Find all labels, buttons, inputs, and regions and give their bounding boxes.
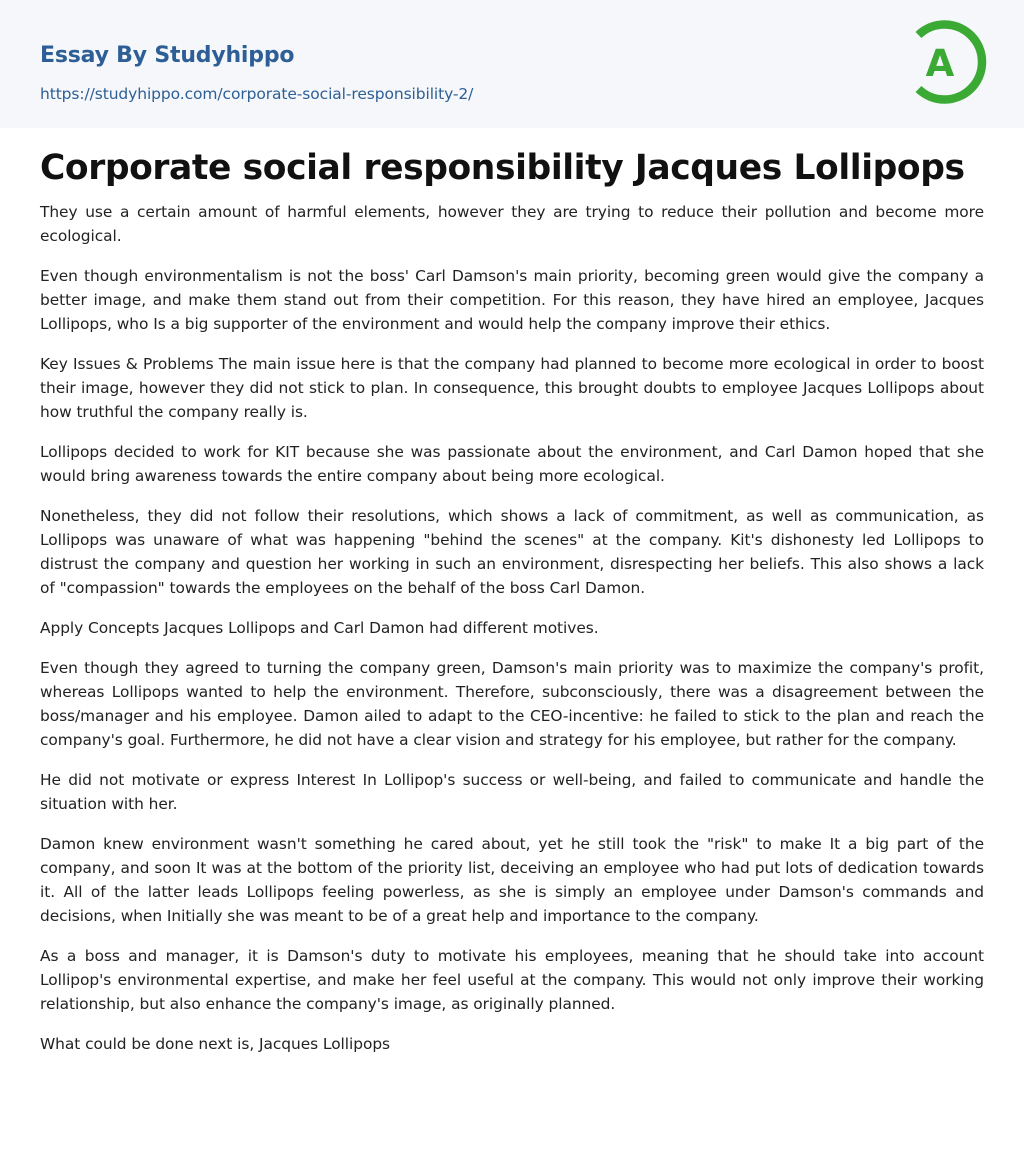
essay-paragraph-1: They use a certain amount of harmful elements, however they are trying to reduce their pollution and become more ecological. [40,203,984,245]
studyhippo-logo-icon[interactable] [910,18,988,106]
essay-paragraph-3: Key Issues & Problems The main issue here is that the company had planned to become more ecological in order to boost their image, however they did not stick to plan. In consequence, this brought doubts to employee Jacques Lollipops about how truthful the company really is. [40,355,984,421]
site-brand[interactable]: Essay By Studyhippo [40,43,295,68]
essay-paragraph-7: Even though they agreed to turning the company green, Damson's main priority was to maximize the company's profit, whereas Lollipops wanted to help the environment. Therefore, subconsciously, there was a disagreement between the boss/manager and his employee. Damon ailed to adapt to the CEO-incentive: he failed to stick to the plan and reach the company's goal. Furthermore, he did not have a clear vision and strategy for his employee, but rather for the company. [40,659,984,749]
essay-paragraph-8: He did not motivate or express Interest In Lollipop's success or well-being, and failed to communicate and handle the situation with her. [40,771,984,813]
essay-paragraph-11: What could be done next is, Jacques Lollipops [40,1035,391,1053]
essay-paragraph-9: Damon knew environment wasn't something he cared about, yet he still took the "risk" to make It a big part of the company, and soon It was at the bottom of the priority list, deceiving an employee who had put lots of dedication towards it. All of the latter leads Lollipops feeling powerless, as she is simply an employee under Damson's commands and decisions, when Initially she was meant to be of a great help and importance to the company. [40,835,984,925]
essay-paragraph-10: As a boss and manager, it is Damson's duty to motivate his employees, meaning that he should take into account Lollipop's environmental expertise, and make her feel useful at the company. This would not only improve their working relationship, but also enhance the company's image, as originally planned. [40,947,984,1013]
site-header [0,0,1024,128]
logo-letter: A [925,42,955,85]
essay-paragraph-4: Lollipops decided to work for KIT because she was passionate about the environment, and Carl Damon hoped that she would bring awareness towards the entire company about being more ecological. [40,443,984,485]
essay-title: Corporate social responsibility Jacques Lollipops [40,148,965,188]
essay-paragraph-5: Nonetheless, they did not follow their resolutions, which shows a lack of commitment, as well as communication, as Lollipops was unaware of what was happening "behind the scenes" at the company. Kit's dishonesty led Lollipops to distrust the company and question her working in such an environment, disrespecting her beliefs. This also shows a lack of "compassion" towards the employees on the behalf of the boss Carl Damon. [40,507,984,597]
source-url-link[interactable]: https://studyhippo.com/corporate-social-responsibility-2/ [40,85,474,103]
essay-paragraph-2: Even though environmentalism is not the boss' Carl Damson's main priority, becoming green would give the company a better image, and make them stand out from their competition. For this reason, they have hired an employee, Jacques Lollipops, who Is a big supporter of the environment and would help the company improve their ethics. [40,267,984,333]
essay-body [40,200,984,1072]
essay-paragraph-6: Apply Concepts Jacques Lollipops and Carl Damon had different motives. [40,619,599,637]
